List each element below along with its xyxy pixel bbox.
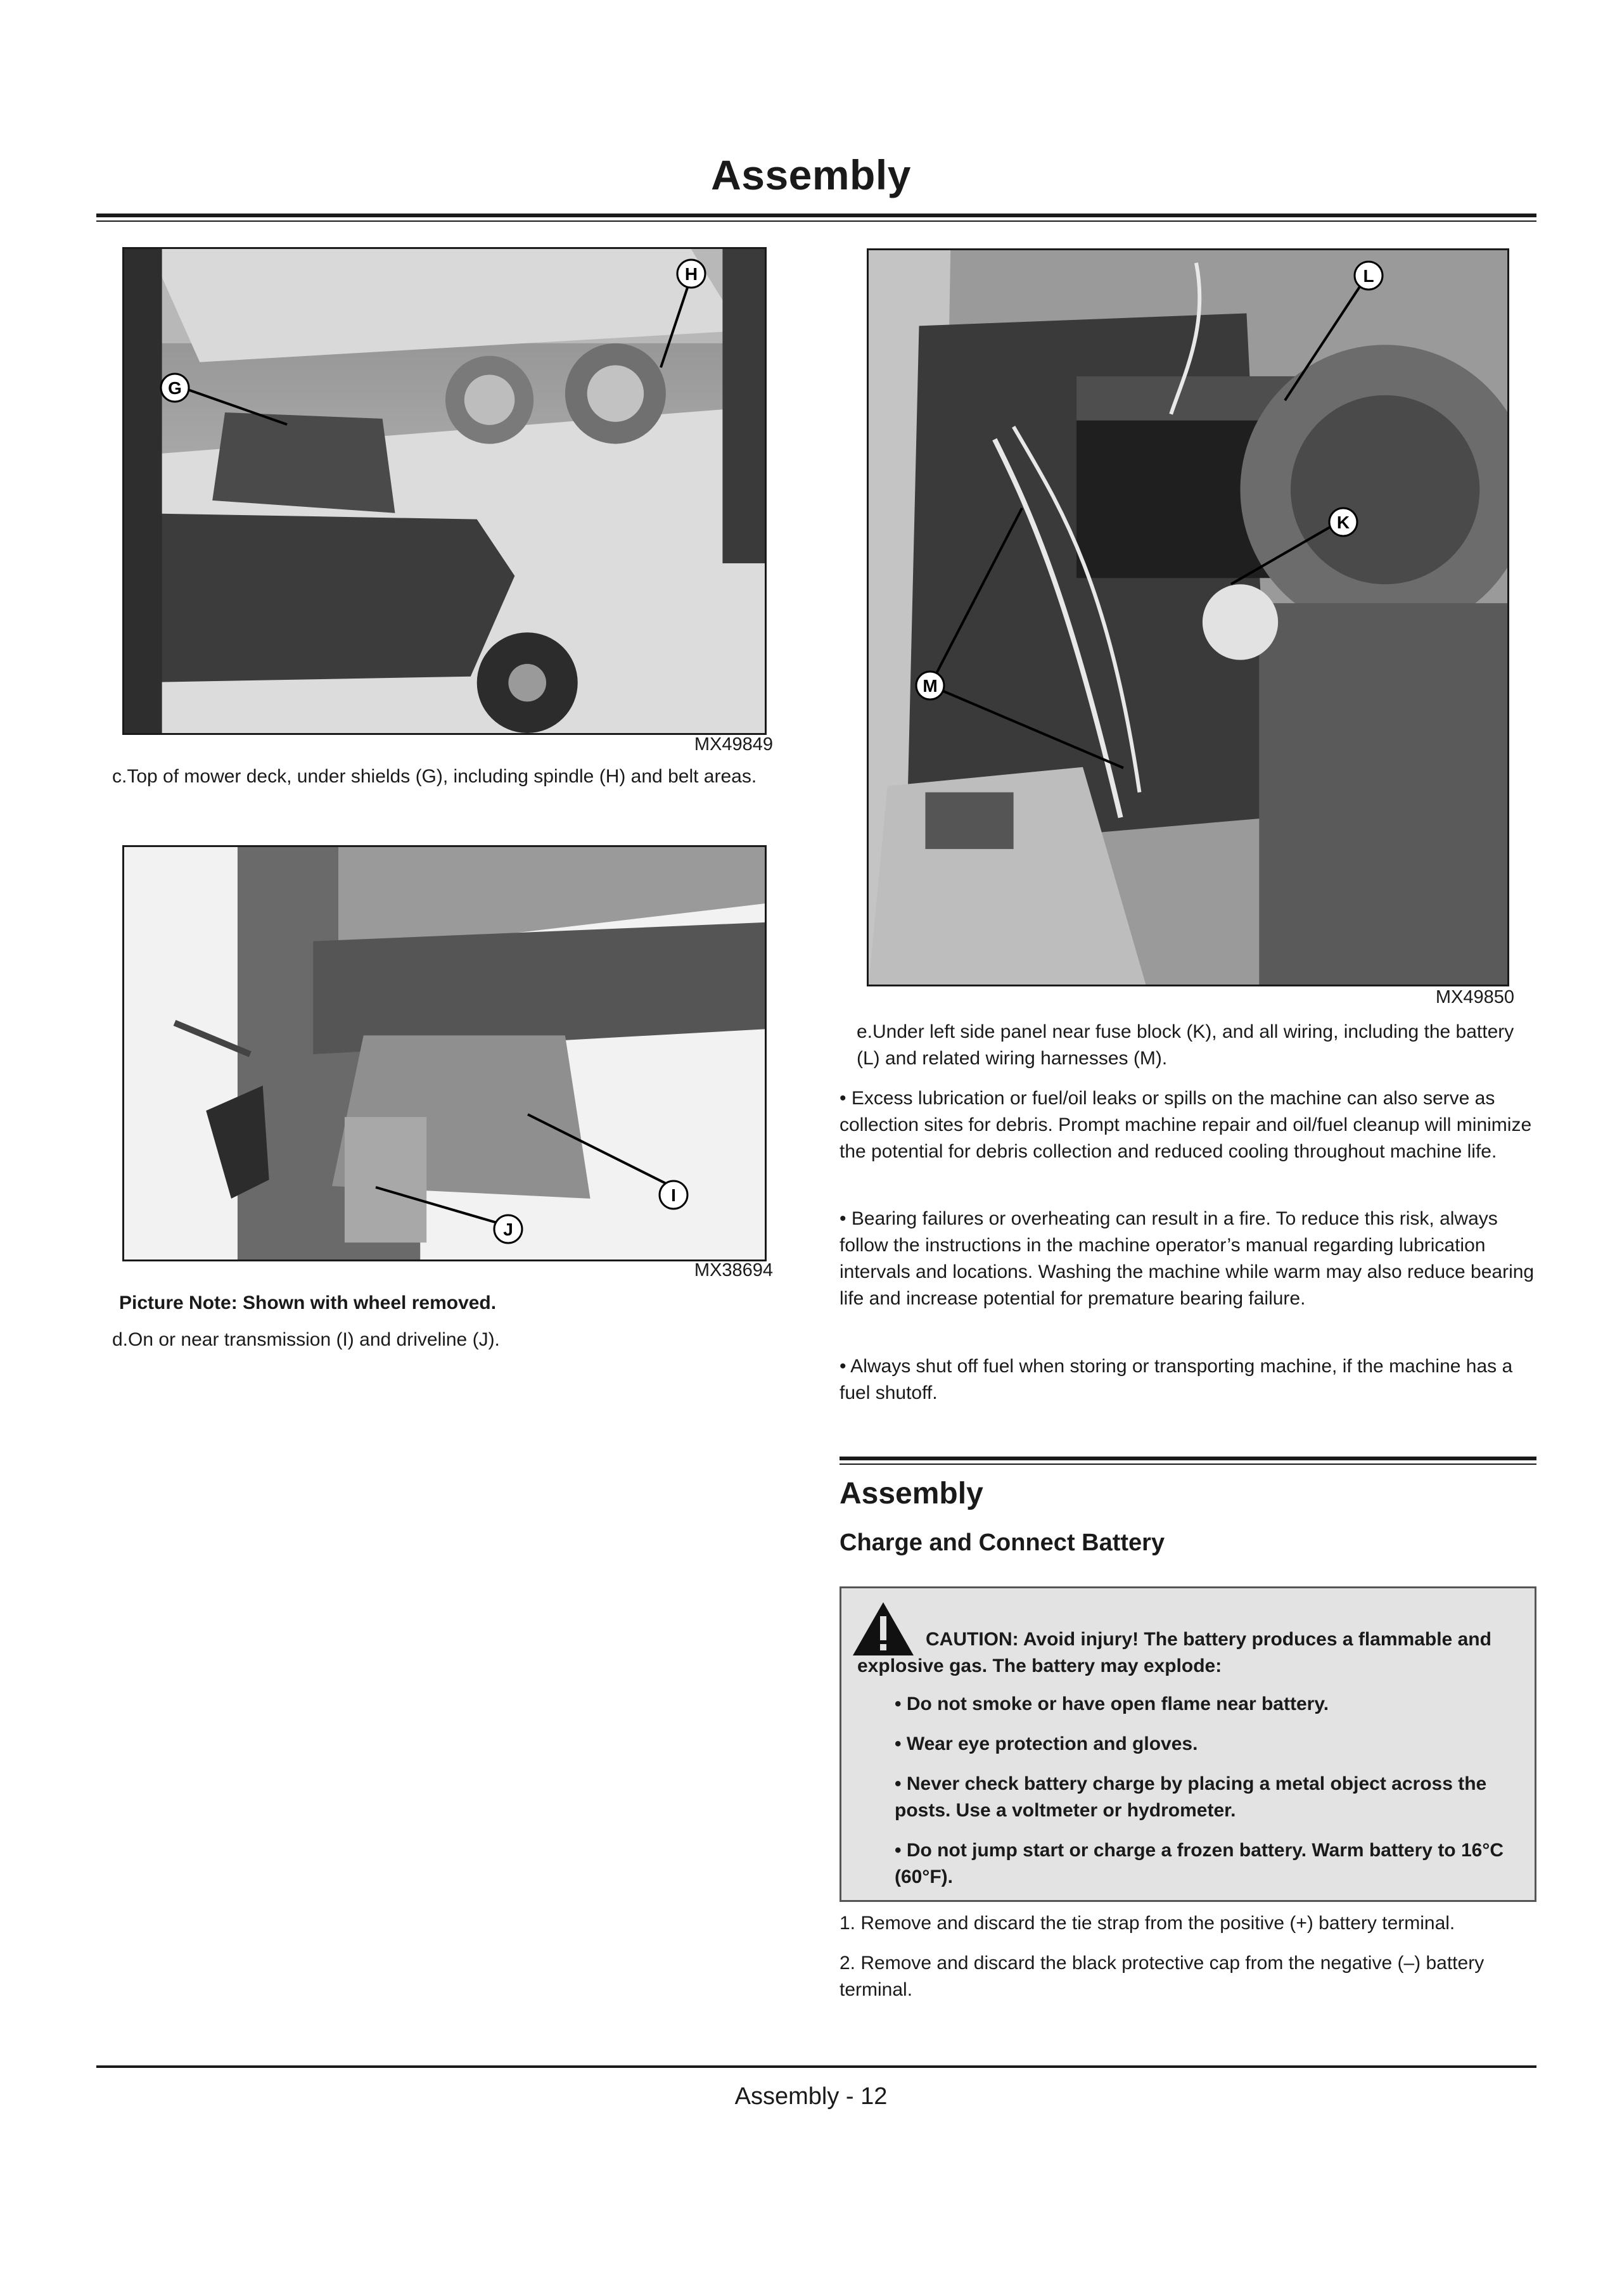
bullet-bearing-failures: • Bearing failures or overheating can result in a fire. To reduce this risk, always follow the instructions in the machine operator’s manual regarding lubrication intervals and locations. Washing the machine while warm may also reduce bearing life and increase potential for premature bearing failure. bbox=[840, 1208, 1535, 1309]
step-1: 1. Remove and discard the tie strap from the positive (+) battery terminal. bbox=[840, 1913, 1455, 1934]
caption-mower-deck: c.Top of mower deck, under shields (G), including spindle (H) and belt areas. bbox=[112, 766, 757, 787]
section-rule bbox=[840, 1457, 1536, 1460]
callout-g-label: G bbox=[168, 378, 182, 398]
callout-k-label: K bbox=[1336, 513, 1350, 532]
step-2: 2. Remove and discard the black protective cap from the negative (–) battery terminal. bbox=[840, 1953, 1485, 2000]
section-subheading: Charge and Connect Battery bbox=[840, 1529, 1165, 1556]
section-heading: Assembly bbox=[840, 1477, 983, 1510]
footer-rule bbox=[96, 2065, 1536, 2068]
figure-id-mx38694: MX38694 bbox=[694, 1260, 773, 1280]
caution-item-eye-protection: • Wear eye protection and gloves. bbox=[895, 1733, 1198, 1754]
section-rule-secondary bbox=[840, 1464, 1536, 1465]
caption-transmission: d.On or near transmission (I) and driveline (J). bbox=[112, 1329, 500, 1350]
title-rule bbox=[96, 214, 1536, 217]
bullet-lubrication: • Excess lubrication or fuel/oil leaks or spills on the machine can also serve as collection sites for debris. Prompt machine repair and oil/fuel cleanup will minimize the potential for debris collection and reduced cooling throughout machine life. bbox=[840, 1088, 1532, 1162]
page-footer: Assembly - 12 bbox=[734, 2083, 888, 2110]
caption-wiring: e.Under left side panel near fuse block (K), and all wiring, including the battery (L) and related wiring harnesses (M). bbox=[857, 1021, 1514, 1069]
figure-id-mx49849: MX49849 bbox=[694, 734, 773, 755]
callout-j-label: J bbox=[503, 1220, 513, 1239]
callout-l-label: L bbox=[1363, 266, 1374, 286]
caution-item-smoke: • Do not smoke or have open flame near battery. bbox=[895, 1693, 1329, 1714]
page-title: Assembly bbox=[711, 151, 911, 198]
title-rule-secondary bbox=[96, 220, 1536, 222]
caution-intro: CAUTION: Avoid injury! The battery produces a flammable and explosive gas. The battery may explode: bbox=[857, 1629, 1491, 1676]
transmission-callouts bbox=[122, 845, 767, 1261]
callout-m-label: M bbox=[923, 676, 938, 696]
picture-note: Picture Note: Shown with wheel removed. bbox=[119, 1292, 497, 1313]
caution-box bbox=[840, 1586, 1536, 1902]
callout-i-label: I bbox=[671, 1185, 676, 1205]
caution-item-frozen-battery: • Do not jump start or charge a frozen battery. Warm battery to 16°C (60°F). bbox=[895, 1840, 1504, 1887]
callout-h-label: H bbox=[684, 264, 698, 284]
figure-id-mx49850: MX49850 bbox=[1435, 987, 1514, 1007]
mower-deck-callouts bbox=[122, 247, 767, 735]
caution-item-metal-object: • Never check battery charge by placing a metal object across the posts. Use a voltmeter or hydrometer. bbox=[895, 1773, 1487, 1821]
bullet-fuel-shutoff: • Always shut off fuel when storing or transporting machine, if the machine has a fuel shutoff. bbox=[840, 1356, 1513, 1403]
wiring-callouts bbox=[867, 248, 1509, 986]
